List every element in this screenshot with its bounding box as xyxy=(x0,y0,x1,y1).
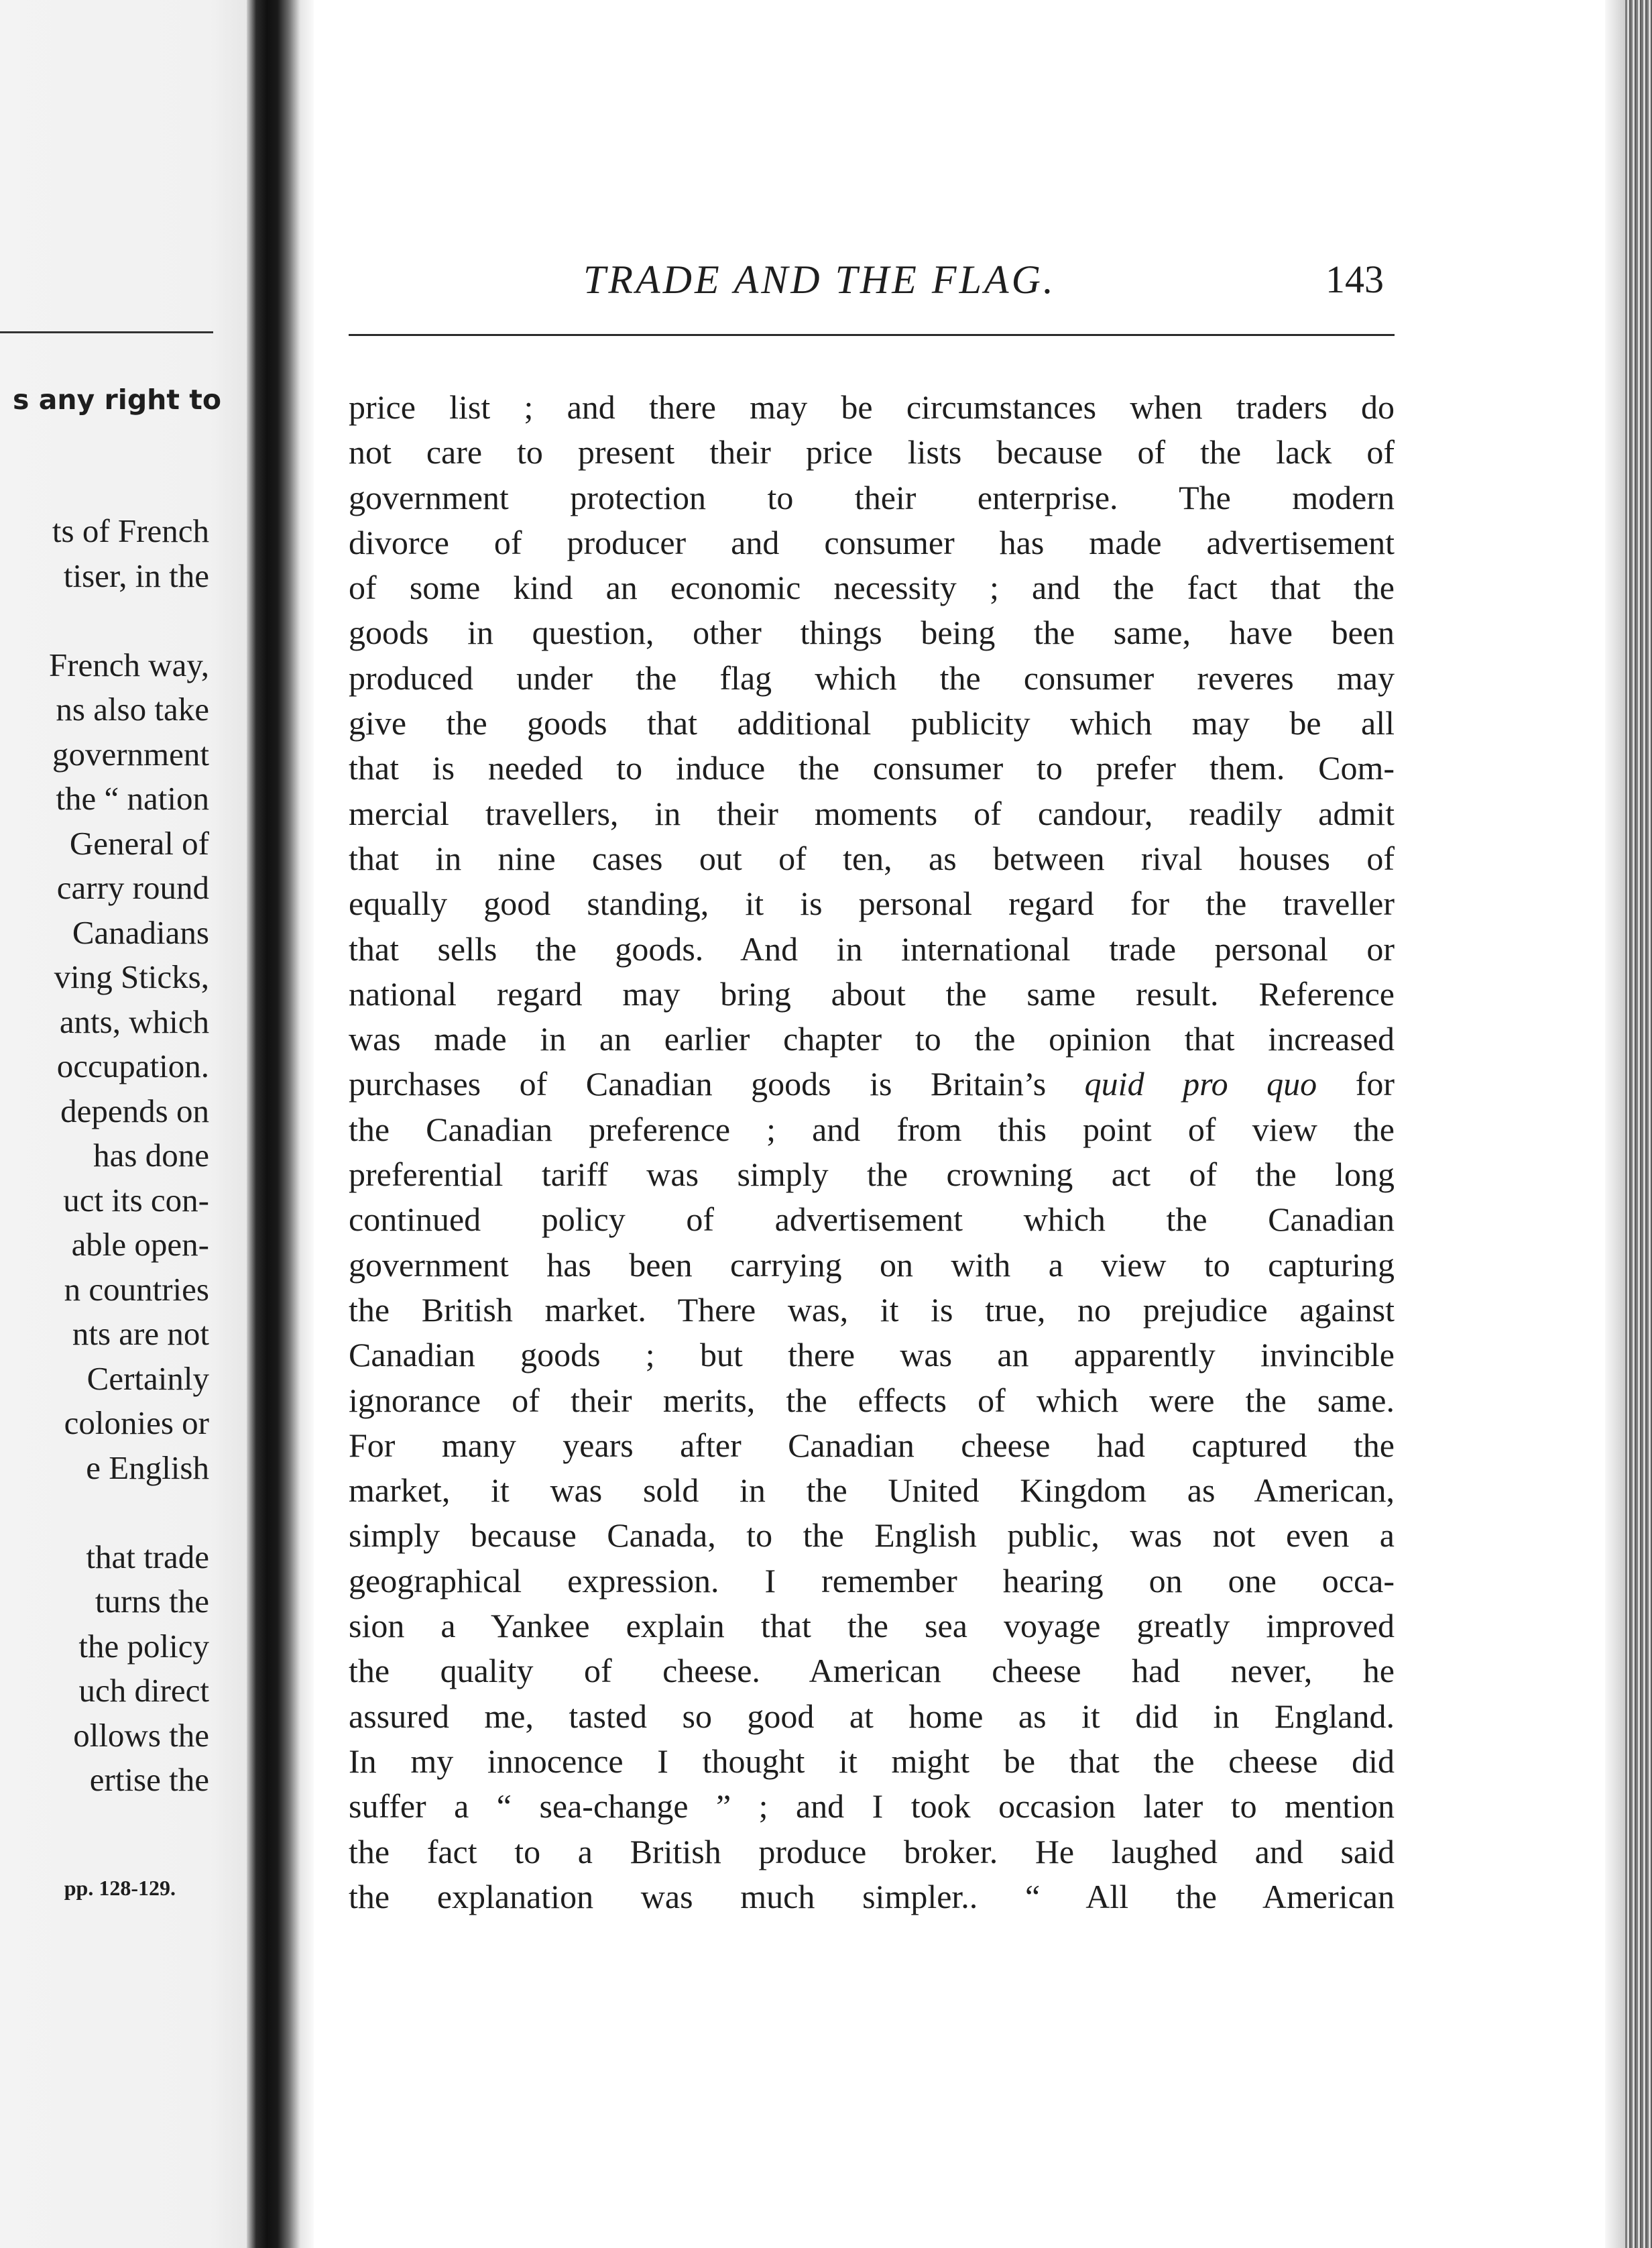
page-stack-edge xyxy=(1625,0,1652,2248)
body-line: preferential tariff was simply the crowning act of the long xyxy=(349,1156,1395,1194)
body-line: goods in question, other things being the same, have been xyxy=(349,614,1395,652)
header-rule xyxy=(349,334,1395,336)
body-line: government protection to their enterprise. The modern xyxy=(349,478,1395,516)
left-page-line: ollows the xyxy=(73,1716,209,1754)
left-page-line: ving Sticks, xyxy=(54,958,209,995)
left-page-line: that trade xyxy=(86,1538,209,1575)
body-line: that in nine cases out of ten, as between rival houses of xyxy=(349,839,1395,877)
body-line: government has been carrying on with a view to capturing xyxy=(349,1245,1395,1284)
left-page-line: Canadians xyxy=(72,913,209,951)
left-page-line: Certainly xyxy=(86,1359,209,1397)
body-line: divorce of producer and consumer has made advertisement xyxy=(349,523,1395,561)
left-page-line: uct its con- xyxy=(63,1181,209,1219)
body-line-segment: purchases of Canadian goods is Britain’s xyxy=(349,1065,1085,1103)
body-text xyxy=(349,385,1395,1919)
left-page-line: government xyxy=(52,735,209,773)
body-line: suffer a “ sea-change ” ; and I took occasion later to mention xyxy=(349,1787,1395,1825)
left-page-line: nts are not xyxy=(72,1315,209,1352)
book-gutter xyxy=(247,0,314,2248)
body-line: the Canadian preference ; and from this point of view the xyxy=(349,1110,1395,1148)
running-head-title: TRADE AND THE FLAG. xyxy=(583,258,1056,302)
body-line: simply because Canada, to the English public, was not even a xyxy=(349,1516,1395,1555)
left-page-line: turns the xyxy=(95,1583,209,1620)
body-line: For many years after Canadian cheese had captured the xyxy=(349,1426,1395,1464)
body-line: assured me, tasted so good at home as it did in England. xyxy=(349,1697,1395,1735)
left-page-line: depends on xyxy=(60,1092,209,1129)
left-page-heading: s any right to xyxy=(13,384,221,416)
body-line: that is needed to induce the consumer to prefer them. Com- xyxy=(349,749,1395,787)
body-line-segment: for xyxy=(1317,1065,1395,1103)
body-line: sion a Yankee explain that the sea voyage greatly improved xyxy=(349,1607,1395,1645)
left-page-line: occupation. xyxy=(56,1048,209,1084)
body-line: price list ; and there may be circumstances when traders do xyxy=(349,388,1395,426)
left-page-line: n countries xyxy=(64,1270,209,1308)
body-line: mercial travellers, in their moments of candour, readily admit xyxy=(349,794,1395,832)
body-line: the explanation was much simpler.. “ All the American xyxy=(349,1877,1395,1915)
left-page-footnote: pp. 128-129. xyxy=(64,1876,176,1900)
body-line: national regard may bring about the same result. Reference xyxy=(349,974,1395,1013)
left-page-line: General of xyxy=(69,824,209,862)
body-line xyxy=(349,1062,1395,1107)
body-line: of some kind an economic necessity ; and the fact that the xyxy=(349,569,1395,607)
body-line: In my innocence I thought it might be that the cheese did xyxy=(349,1742,1395,1780)
left-page-line: ertise the xyxy=(89,1761,209,1798)
left-page-line: ants, which xyxy=(59,1003,209,1040)
body-line: market, it was sold in the United Kingdom as American, xyxy=(349,1471,1395,1510)
left-page-line: e English xyxy=(86,1449,209,1486)
left-page-line: ts of French xyxy=(52,512,209,549)
body-line: equally good standing, it is personal regard for the traveller xyxy=(349,885,1395,923)
body-line: geographical expression. I remember hearing on one occa- xyxy=(349,1561,1395,1599)
left-page-line: uch direct xyxy=(78,1672,209,1709)
body-line: the fact to a British produce broker. He laughed and said xyxy=(349,1832,1395,1870)
body-line: continued policy of advertisement which the Canadian xyxy=(349,1200,1395,1239)
left-page-line: has done xyxy=(93,1137,209,1174)
italic-phrase: quid pro quo xyxy=(1084,1065,1317,1103)
body-line: ignorance of their merits, the effects of which were the same. xyxy=(349,1381,1395,1419)
body-line: was made in an earlier chapter to the opinion that increased xyxy=(349,1020,1395,1058)
body-line: produced under the flag which the consumer reveres may xyxy=(349,659,1395,697)
left-page-fragment xyxy=(0,0,263,2248)
body-line: that sells the goods. And in international trade personal or xyxy=(349,930,1395,968)
left-page-line: the policy xyxy=(78,1627,209,1665)
body-line: the British market. There was, it is true, no prejudice against xyxy=(349,1290,1395,1329)
left-page-line: carry round xyxy=(56,869,209,906)
left-page-line: able open- xyxy=(71,1226,209,1263)
left-page-line: French way, xyxy=(48,646,209,683)
left-page-text xyxy=(0,0,209,2248)
body-line: give the goods that additional publicity which may be all xyxy=(349,704,1395,742)
left-page-line: ns also take xyxy=(56,691,209,728)
body-line: the quality of cheese. American cheese had never, he xyxy=(349,1652,1395,1690)
body-line: Canadian goods ; but there was an apparently invincible xyxy=(349,1336,1395,1374)
left-page-line: tiser, in the xyxy=(63,557,209,594)
left-page-line: colonies or xyxy=(64,1404,209,1441)
left-page-line: the “ nation xyxy=(56,780,209,817)
running-head xyxy=(349,249,1384,310)
body-line: not care to present their price lists because of the lack of xyxy=(349,433,1395,471)
page-edge-shadow xyxy=(1605,0,1625,2248)
page-number: 143 xyxy=(1325,258,1384,301)
